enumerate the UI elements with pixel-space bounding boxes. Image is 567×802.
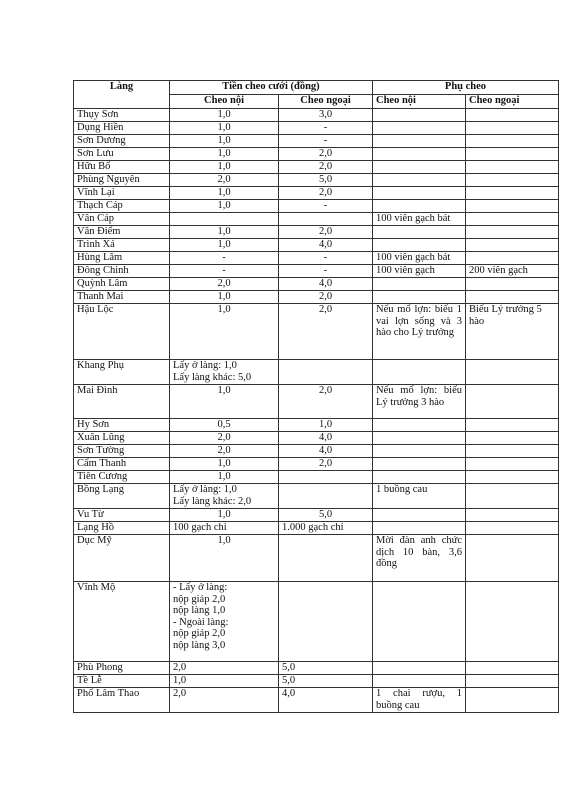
table-row [74,662,559,675]
cell-tien-cheo-ngoai: 4,0 [279,239,373,252]
header-tien-cheo-ngoai: Cheo ngoại [279,95,373,109]
cell-lang: Mai Đình [74,385,170,419]
cell-phu-cheo-noi [373,582,466,662]
table-row [74,265,559,278]
cell-tien-cheo-noi: 1,0 [170,471,279,484]
cell-phu-cheo-noi [373,360,466,385]
cell-tien-cheo-noi: 1,0 [170,239,279,252]
cell-lang: Khang Phụ [74,360,170,385]
cell-phu-cheo-ngoai [466,385,559,419]
cell-tien-cheo-noi: 1,0 [170,226,279,239]
cell-lang: Tề Lễ [74,675,170,688]
cell-phu-cheo-ngoai [466,226,559,239]
cell-phu-cheo-noi [373,458,466,471]
table-row [74,509,559,522]
cell-lang: Bồng Lạng [74,484,170,509]
cell-lang: Cẩm Thanh [74,458,170,471]
cell-phu-cheo-ngoai [466,432,559,445]
cell-phu-cheo-ngoai [466,419,559,432]
header-tien-cheo: Tiền cheo cưới (đồng) [170,81,373,95]
cell-tien-cheo-noi [170,213,279,226]
table-body [74,109,559,713]
cell-lang: Sơn Dương [74,135,170,148]
cell-tien-cheo-ngoai: 2,0 [279,161,373,174]
cell-phu-cheo-noi [373,109,466,122]
cell-tien-cheo-ngoai: 5,0 [279,509,373,522]
cell-tien-cheo-ngoai: - [279,200,373,213]
cell-tien-cheo-ngoai: 1,0 [279,419,373,432]
cell-tien-cheo-noi: Lấy ở làng: 1,0 Lấy làng khác: 2,0 [170,484,279,509]
cell-phu-cheo-noi [373,148,466,161]
cell-tien-cheo-ngoai: - [279,122,373,135]
cell-phu-cheo-noi: Mời đàn anh chức dịch 10 bàn, 3,6 đồng [373,535,466,582]
cell-lang: Dụng Hiền [74,122,170,135]
cell-phu-cheo-noi [373,675,466,688]
cell-lang: Phùng Nguyên [74,174,170,187]
table-row [74,582,559,662]
cell-tien-cheo-ngoai: 2,0 [279,187,373,200]
cell-tien-cheo-ngoai: 5,0 [279,662,373,675]
cell-lang: Văn Điểm [74,226,170,239]
cell-tien-cheo-ngoai: - [279,265,373,278]
cell-phu-cheo-noi: 100 viên gạch [373,265,466,278]
cell-phu-cheo-ngoai [466,471,559,484]
table-row [74,200,559,213]
cell-phu-cheo-noi [373,226,466,239]
cell-tien-cheo-ngoai: 4,0 [279,445,373,458]
cell-tien-cheo-noi: 1,0 [170,535,279,582]
header-row-1 [74,81,559,95]
cell-tien-cheo-noi: 1,0 [170,509,279,522]
cell-lang: Xuân Lũng [74,432,170,445]
table-row [74,135,559,148]
cell-lang: Thanh Mai [74,291,170,304]
table-row [74,385,559,419]
cell-lang: Vĩnh Mộ [74,582,170,662]
cell-lang: Vĩnh Lại [74,187,170,200]
cell-phu-cheo-ngoai [466,252,559,265]
cell-lang: Thụy Sơn [74,109,170,122]
table-row [74,675,559,688]
cell-phu-cheo-ngoai [466,135,559,148]
cell-tien-cheo-noi: 1,0 [170,122,279,135]
cell-lang: Phố Lâm Thao [74,688,170,713]
cell-tien-cheo-ngoai: 3,0 [279,109,373,122]
table-row [74,304,559,360]
cell-tien-cheo-ngoai [279,213,373,226]
cell-phu-cheo-ngoai: Biếu Lý trưởng 5 hào [466,304,559,360]
cell-phu-cheo-ngoai [466,582,559,662]
table-row [74,458,559,471]
table-row [74,109,559,122]
cell-tien-cheo-noi: 1,0 [170,161,279,174]
table-row [74,522,559,535]
cell-tien-cheo-noi: 1,0 [170,385,279,419]
cell-phu-cheo-noi [373,419,466,432]
table-row [74,122,559,135]
cell-tien-cheo-ngoai: - [279,135,373,148]
cell-phu-cheo-noi [373,509,466,522]
table-row [74,291,559,304]
cell-lang: Phù Phong [74,662,170,675]
cell-phu-cheo-ngoai [466,484,559,509]
cell-phu-cheo-ngoai [466,122,559,135]
cell-tien-cheo-ngoai: 4,0 [279,688,373,713]
cell-tien-cheo-ngoai [279,582,373,662]
cell-phu-cheo-noi: 1 chai rượu, 1 buồng cau [373,688,466,713]
cell-phu-cheo-noi [373,187,466,200]
cell-phu-cheo-ngoai [466,239,559,252]
cell-tien-cheo-ngoai: 5,0 [279,675,373,688]
header-lang: Làng [74,81,170,109]
cell-phu-cheo-noi [373,471,466,484]
header-phu-cheo-noi: Cheo nội [373,95,466,109]
table-row [74,471,559,484]
cell-lang: Trình Xá [74,239,170,252]
cell-phu-cheo-ngoai [466,161,559,174]
cell-tien-cheo-noi: 2,0 [170,432,279,445]
cell-tien-cheo-ngoai: 2,0 [279,226,373,239]
cell-tien-cheo-noi: 2,0 [170,662,279,675]
cell-tien-cheo-ngoai: 4,0 [279,278,373,291]
cell-lang: Vân Cáp [74,213,170,226]
cell-phu-cheo-noi [373,445,466,458]
cell-tien-cheo-ngoai: 2,0 [279,304,373,360]
cell-phu-cheo-ngoai [466,213,559,226]
cell-tien-cheo-ngoai: - [279,252,373,265]
table-row [74,484,559,509]
cell-phu-cheo-noi [373,522,466,535]
cell-tien-cheo-noi: 2,0 [170,278,279,291]
cell-tien-cheo-noi: 1,0 [170,458,279,471]
cell-tien-cheo-noi: 2,0 [170,688,279,713]
cell-phu-cheo-ngoai: 200 viên gạch [466,265,559,278]
cell-tien-cheo-noi: 1,0 [170,291,279,304]
cell-phu-cheo-noi: 100 viên gạch bát [373,213,466,226]
cell-lang: Hùng Lãm [74,252,170,265]
cell-tien-cheo-ngoai: 2,0 [279,291,373,304]
cell-phu-cheo-ngoai [466,535,559,582]
cell-tien-cheo-ngoai: 5,0 [279,174,373,187]
table-row [74,360,559,385]
cell-phu-cheo-noi: 1 buồng cau [373,484,466,509]
cell-lang: Đông Chinh [74,265,170,278]
cell-phu-cheo-ngoai [466,509,559,522]
cell-tien-cheo-noi: 1,0 [170,200,279,213]
cell-phu-cheo-noi [373,122,466,135]
cell-lang: Vu Từ [74,509,170,522]
cell-phu-cheo-noi [373,239,466,252]
cell-phu-cheo-ngoai [466,688,559,713]
cell-phu-cheo-ngoai [466,522,559,535]
cell-phu-cheo-noi [373,200,466,213]
cheo-table [73,80,559,713]
cell-phu-cheo-ngoai [466,187,559,200]
cell-tien-cheo-ngoai: 2,0 [279,385,373,419]
cell-tien-cheo-noi: 0,5 [170,419,279,432]
cell-lang: Sơn Tường [74,445,170,458]
cell-phu-cheo-noi: Nếu mổ lợn: biếu Lý trưởng 3 hào [373,385,466,419]
cell-phu-cheo-ngoai [466,675,559,688]
cell-lang: Hậu Lộc [74,304,170,360]
cell-tien-cheo-ngoai: 1.000 gạch chỉ [279,522,373,535]
cell-lang: Quỳnh Lâm [74,278,170,291]
table-row [74,174,559,187]
cell-tien-cheo-noi: 1,0 [170,675,279,688]
header-phu-cheo: Phụ cheo [373,81,559,95]
cell-phu-cheo-noi [373,291,466,304]
cell-tien-cheo-noi: 1,0 [170,187,279,200]
cell-tien-cheo-noi: 1,0 [170,148,279,161]
table-row [74,161,559,174]
table-row [74,226,559,239]
header-tien-cheo-noi: Cheo nội [170,95,279,109]
cell-phu-cheo-ngoai [466,148,559,161]
cell-tien-cheo-noi: - Lấy ở làng: nộp giáp 2,0 nộp làng 1,0 - Ngoài làng: nộp giáp 2,0 nộp làng 3,0 [170,582,279,662]
table-row [74,187,559,200]
cell-tien-cheo-ngoai [279,360,373,385]
cell-phu-cheo-noi [373,278,466,291]
cell-lang: Thạch Cáp [74,200,170,213]
table-row [74,213,559,226]
cell-tien-cheo-ngoai [279,535,373,582]
table-row [74,239,559,252]
cell-tien-cheo-noi: 1,0 [170,109,279,122]
table-row [74,278,559,291]
cell-lang: Hy Sơn [74,419,170,432]
cell-phu-cheo-noi: 100 viên gạch bát [373,252,466,265]
cell-tien-cheo-ngoai: 2,0 [279,148,373,161]
cell-phu-cheo-ngoai [466,174,559,187]
cell-lang: Hữu Bổ [74,161,170,174]
cell-lang: Sơn Lưu [74,148,170,161]
cell-phu-cheo-noi: Nếu mổ lợn: biếu 1 vai lợn sống và 3 hào cho Lý trưởng [373,304,466,360]
cell-lang: Lạng Hồ [74,522,170,535]
cell-phu-cheo-noi [373,432,466,445]
cell-phu-cheo-ngoai [466,200,559,213]
cell-phu-cheo-ngoai [466,445,559,458]
cell-phu-cheo-ngoai [466,458,559,471]
cell-tien-cheo-noi: 2,0 [170,174,279,187]
cell-tien-cheo-ngoai: 2,0 [279,458,373,471]
cell-tien-cheo-ngoai [279,484,373,509]
cell-tien-cheo-noi: 1,0 [170,135,279,148]
cell-tien-cheo-noi: Lấy ở làng: 1,0 Lấy làng khác: 5,0 [170,360,279,385]
cell-phu-cheo-ngoai [466,109,559,122]
cell-tien-cheo-noi: 100 gạch chỉ [170,522,279,535]
cell-lang: Tiên Cương [74,471,170,484]
cell-tien-cheo-ngoai: 4,0 [279,432,373,445]
cell-tien-cheo-ngoai [279,471,373,484]
cell-phu-cheo-noi [373,135,466,148]
cell-phu-cheo-ngoai [466,291,559,304]
cell-tien-cheo-noi: 2,0 [170,445,279,458]
cell-tien-cheo-noi: 1,0 [170,304,279,360]
cell-phu-cheo-noi [373,662,466,675]
cell-phu-cheo-noi [373,161,466,174]
table-row [74,148,559,161]
cell-tien-cheo-noi: - [170,265,279,278]
table-row [74,432,559,445]
cell-tien-cheo-noi: - [170,252,279,265]
cell-lang: Dục Mỹ [74,535,170,582]
table-row [74,688,559,713]
table-row [74,535,559,582]
cell-phu-cheo-ngoai [466,278,559,291]
cell-phu-cheo-noi [373,174,466,187]
cell-phu-cheo-ngoai [466,360,559,385]
cell-phu-cheo-ngoai [466,662,559,675]
table-row [74,252,559,265]
table-row [74,445,559,458]
header-phu-cheo-ngoai: Cheo ngoại [466,95,559,109]
table-row [74,419,559,432]
